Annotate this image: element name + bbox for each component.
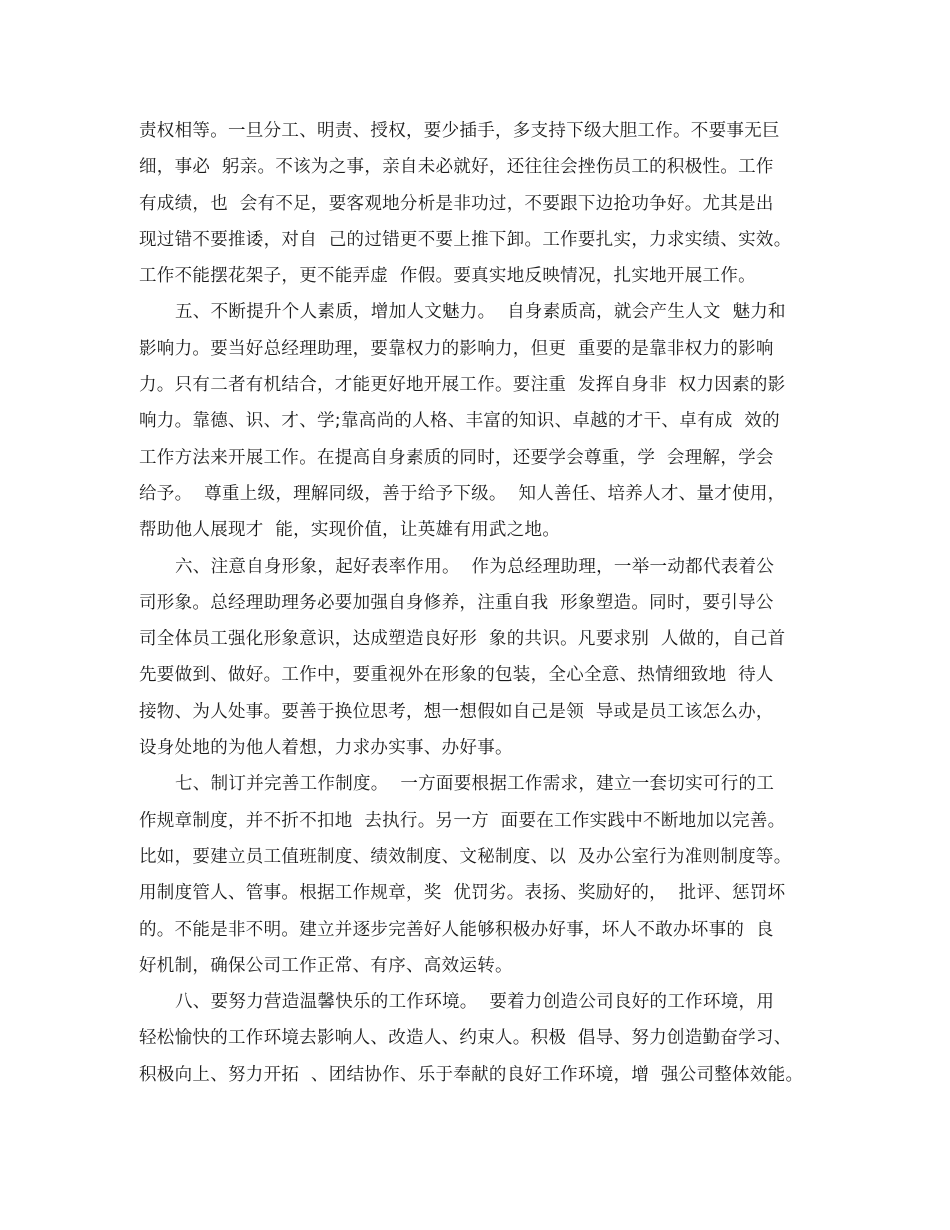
text-line: 影响力。要当好总经理助理，要靠权力的影响力，但更 重要的是靠非权力的影响 [139, 338, 774, 359]
text-line: 责权相等。一旦分工、明责、授权，要少插手，多支持下级大胆工作。不要事无巨 [139, 121, 780, 141]
text-line: 接物、为人处事。要善于换位思考，想一想假如自己是领 导或是员工该怎么办， [139, 701, 774, 722]
text-line: 设身处地的为他人着想，力求办实事、办好事。 [139, 738, 513, 759]
text-line: 力。只有二者有机结合，才能更好地开展工作。要注重 发挥自身非 权力因素的影 [139, 375, 786, 396]
text-line: 用制度管人、管事。根据工作规章，奖 优罚劣。表扬、奖励好的， 批评、惩罚坏 [139, 883, 786, 904]
text-line: 工作方法来开展工作。在提高自身素质的同时，还要学会尊重，学 会理解，学会 [139, 447, 774, 468]
text-line: 轻松愉快的工作环境去影响人、改造人、约束人。积极 倡导、努力创造勤奋学习、 [139, 1028, 792, 1049]
text-line: 帮助他人展现才 能，实现价值，让英雄有用武之地。 [139, 520, 561, 541]
text-line: 细，事必 躬亲。不该为之事，亲自未必就好，还往往会挫伤员工的积极性。工作 [139, 157, 774, 178]
text-line: 积极向上、努力开拓 、团结协作、乐于奉献的良好工作环境，增 强公司整体效能。 [139, 1064, 804, 1085]
document-body [139, 113, 839, 1093]
text-line: 响力。靠德、识、才、学;靠高尚的人格、丰富的知识、卓越的才干、卓有成 效的 [139, 411, 780, 432]
text-line: 作规章制度，并不折不扣地 去执行。另一方 面要在工作实践中不断地加以完善。 [139, 810, 786, 831]
paragraph-first-line: 七、制订并完善工作制度。 一方面要根据工作需求，建立一套切实可行的工 [175, 774, 775, 795]
text-line: 好机制，确保公司工作正常、有序、高效运转。 [139, 955, 513, 976]
text-line: 先要做到、做好。工作中，要重视外在形象的包装，全心全意、热情细致地 待人 [139, 665, 774, 686]
text-line: 工作不能摆花架子，更不能弄虚 作假。要真实地反映情况，扎实地开展工作。 [139, 266, 756, 287]
text-line: 司全体员工强化形象意识，达成塑造良好形 象的共识。凡要求别 人做的，自己首 [139, 629, 786, 650]
paragraph-first-line: 六、注意自身形象，起好表率作用。 作为总经理助理，一举一动都代表着公 [175, 556, 775, 577]
text-line: 给予。 尊重上级，理解同级，善于给予下级。 知人善任、培养人才、量才使用， [139, 483, 786, 504]
text-line: 司形象。总经理助理务必要加强自身修养，注重自我 形象塑造。同时，要引导公 [139, 592, 774, 613]
paragraph-first-line: 八、要努力营造温馨快乐的工作环境。 要着力创造公司良好的工作环境，用 [175, 992, 775, 1013]
text-line: 有成绩，也 会有不足，要客观地分析是非功过，不要跟下边抢功争好。尤其是出 [139, 193, 774, 214]
text-line: 的。不能是非不明。建立并逐步完善好人能够积极办好事，坏人不敢办坏事的 良 [139, 919, 774, 940]
text-line: 比如，要建立员工值班制度、绩效制度、文秘制度、以 及办公室行为准则制度等。 [139, 846, 792, 867]
text-line: 现过错不要推诿，对自 己的过错更不要上推下卸。工作要扎实，力求实绩、实效。 [139, 229, 792, 250]
paragraph-first-line: 五、不断提升个人素质，增加人文魅力。 自身素质高，就会产生人文 魅力和 [175, 302, 786, 323]
